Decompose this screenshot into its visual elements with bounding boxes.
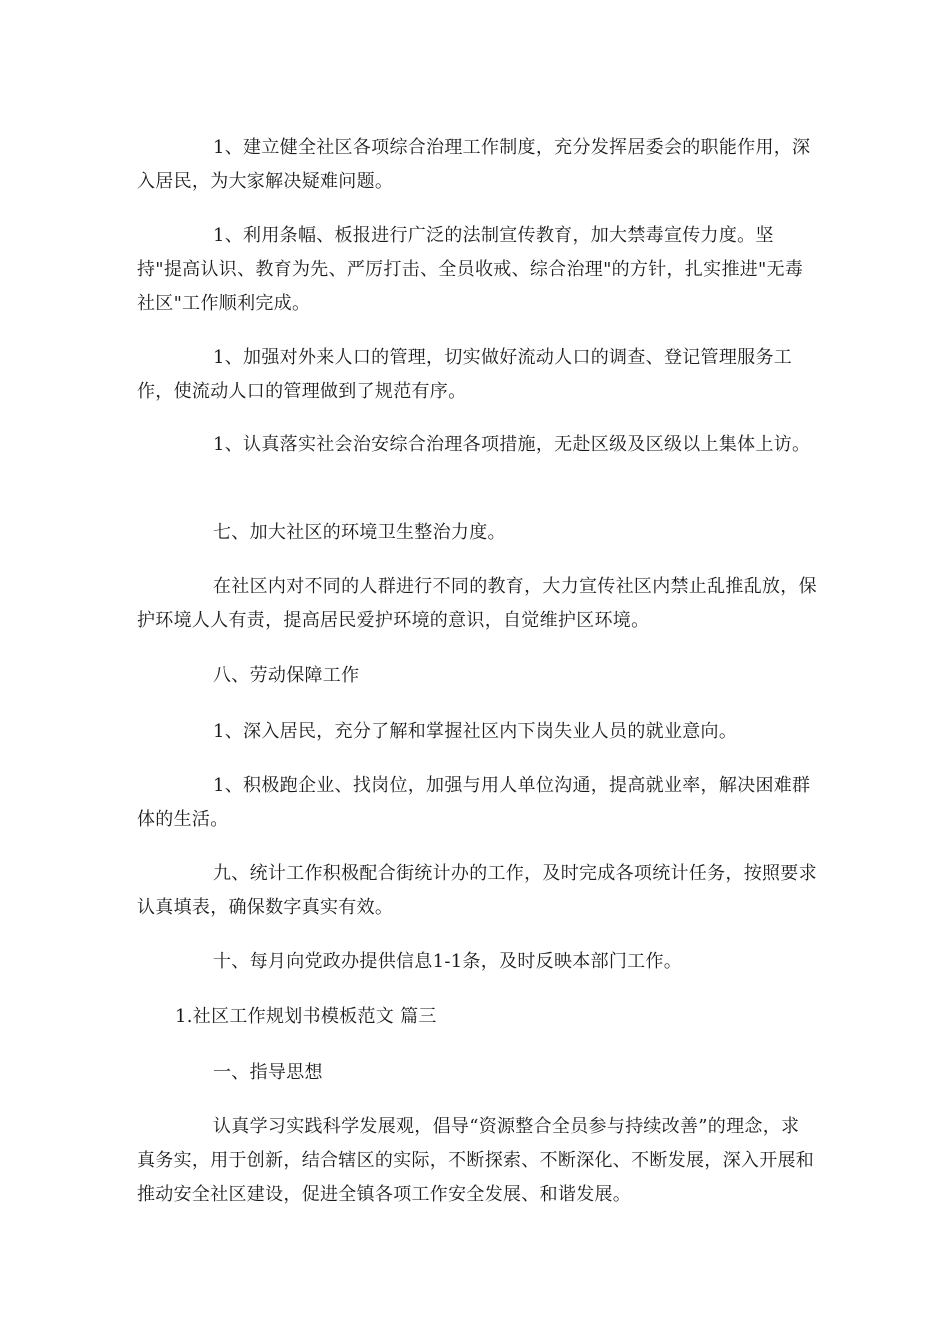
paragraph-4: 1、认真落实社会治安综合治理各项措施，无赴区级及区级以上集体上访。 <box>213 434 811 455</box>
section-heading: 1.社区工作规划书模板范文 篇三 <box>175 1006 437 1027</box>
final-paragraph: 认真学习实践科学发展观，倡导“资源整合全员参与持续改善”的理念，求真务实，用于创新，结合辖区的实际，不断探索、不断深化、不断发展，深入开展和推动安全社区建设，促进全镇各项工作安全发展、和谐发展。 <box>137 1116 815 1205</box>
paragraph-8: 1、深入居民，充分了解和掌握社区内下岗失业人员的就业意向。 <box>213 721 738 742</box>
paragraph-9: 1、积极跑企业、找岗位，加强与用人单位沟通，提高就业率，解决困难群体的生活。 <box>137 775 811 830</box>
paragraph-7: 八、劳动保障工作 <box>213 665 360 686</box>
paragraph-3: 1、加强对外来人口的管理，切实做好流动人口的调查、登记管理服务工作，使流动人口的管理做到了规范有序。 <box>137 347 793 402</box>
paragraph-5: 七、加大社区的环境卫生整治力度。 <box>213 522 506 543</box>
sub-heading: 一、指导思想 <box>213 1062 323 1083</box>
paragraph-2: 1、利用条幅、板报进行广泛的法制宣传教育，加大禁毒宣传力度。坚持"提高认识、教育为先、严厉打击、全员收戒、综合治理"的方针，扎实推进"无毒社区"工作顺利完成。 <box>137 225 804 314</box>
paragraph-1: 1、建立健全社区各项综合治理工作制度，充分发挥居委会的职能作用，深入居民，为大家解决疑难问题。 <box>137 137 811 192</box>
paragraph-10: 九、统计工作积极配合街统计办的工作，及时完成各项统计任务，按照要求认真填表，确保数字真实有效。 <box>137 863 817 918</box>
paragraph-6: 在社区内对不同的人群进行不同的教育，大力宣传社区内禁止乱推乱放，保护环境人人有责，提高居民爱护环境的意识，自觉维护区环境。 <box>137 576 817 631</box>
paragraph-11: 十、每月向党政办提供信息1-1条，及时反映本部门工作。 <box>213 951 683 972</box>
